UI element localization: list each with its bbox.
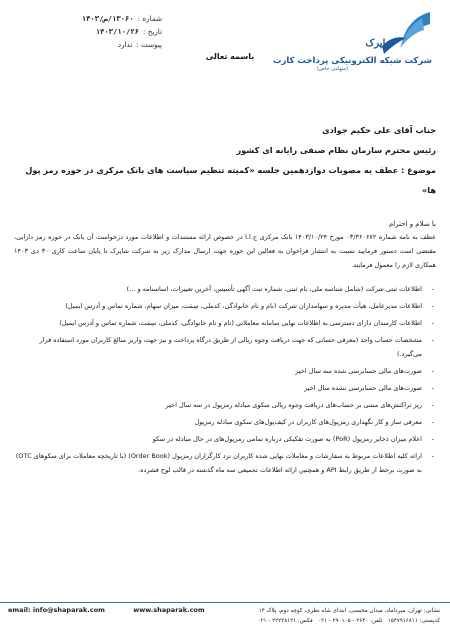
list-item: - مشخصات حساب واحد (معرفی حسابی که جهت دریافت وجوه ریالی از طریق درگاه پرداخت و نیز جهت واریز مبالغ کاربران مورد استفاده قرار می‌گیرد.): [14, 333, 436, 361]
footer-address: نشانی: تهران، میرداماد، میدان محسنی، ابتدای شاه نظری، کوچه دوم، پلاک ۱۴: [258, 608, 440, 614]
letter-attachment-value: ندارد: [117, 40, 133, 49]
footer-postal: کدپستی: ۱۵۴۷۹۱۶۸۱۱: [387, 618, 440, 624]
footer-fax: فکس: ۲۲۲۲۸۱۲۱ - ۰۲۱: [257, 618, 313, 624]
list-item: - ریز تراکنش‌های مبتنی بر حساب‌های دریافت وجوه ریالی سکوی مبادله رمزپول در سه سال اخیر: [14, 398, 436, 412]
list-item: - اطلاعات ثبتی شرکت (شامل شناسه ملی، نام ثبتی، شماره ثبت آگهی تأسیس، آخرین تغییرات، اساسنامه و ...): [14, 282, 436, 296]
list-item: - صورت‌های مالی حسابرسی شده سه سال اخیر: [14, 364, 436, 378]
list-item: - اعلام میزان ذخایر رمزپول (PoR) به صورت تفکیکی درباره تمامی رمزپول‌های در حال مبادله در سکو: [14, 432, 436, 446]
list-item: - ارائه کلیه اطلاعات مربوط به سفارشات و معاملات نهایی شده کاربران نزد کارگزاران رمزپول (Order Book) (با تاریخچه معاملات برای سکوهای OTC) به صورت برخط از طریق رابط API و همچنین ارائه اطلاعات تجمیعی سه ماه گذشته در قالب لوح فشرده.: [14, 449, 436, 477]
footer-website[interactable]: www.shaparak.com: [133, 606, 205, 614]
letter-attachment-label: پیوست :: [136, 40, 162, 49]
list-item: - صورت‌های مالی حسابرسی نشده سال اخیر: [14, 381, 436, 395]
list-item: - اطلاعات مدیرعامل، هیأت مدیره و سهامداران شرکت (نام و نام خانوادگی، کدملی، سِمَت، میزان سهام، شماره تماس و آدرس ایمیل): [14, 299, 436, 313]
addressee-name: جناب آقای علی حکیم جوادی: [322, 125, 436, 135]
letter-paragraph: عطف به نامه شماره ۰۳/۳۶۰۶۷۲ مورخ ۱۴۰۳/۱۰/۲۴ بانک مرکزی ج.ا.ا در خصوص ارائه مستندات و اطلاعات مورد درخواست آن بانک در حوزه رمز دارایی، مقتضی است دستور فرمایید نسبت به انتشار فراخوان به فعالین این حوزه جهت ارسال مدارک زیر به شرکت شاپرک تا پایان ساعت کاری ۳۰ دی ۱۴۰۳ همکاری لازم را معمول فرمایند.: [14, 233, 437, 269]
list-item: - معرفی ساز و کار نگهداری رمزپول‌های کاربران در کیف‌پول‌های سکوی مبادله رمزپول: [14, 415, 436, 429]
footer-email[interactable]: email: info@shaparak.com: [8, 606, 105, 614]
footer-address-block: [220, 606, 440, 626]
footer-contacts: [8, 606, 231, 614]
logo-full-name: شرکت شبکه الکترونیکی پرداخت کارت: [272, 56, 432, 66]
letter-number-row: [62, 12, 162, 25]
list-item: - اطلاعات کارمندان دارای دسترسی به اطلاعات نهایی سامانه معاملاتی (نام و نام خانوادگی، کدملی، سِمَت، شماره تماس و آدرس ایمیل): [14, 316, 436, 330]
bismillah-heading: باسمه تعالی: [205, 52, 255, 61]
requirements-list: [14, 282, 436, 477]
letter-number-label: شماره :: [137, 14, 162, 23]
letter-date-value: ۱۴۰۳/۱۰/۲۶: [95, 27, 139, 36]
logo-name: شاپرک: [365, 38, 394, 49]
letter-subject: موضوع : عطف به مصوبات دوازدهمین جلسه «کمیته تنظیم سیاست های بانک مرکزی در حوزه رمز پول ها»: [25, 165, 436, 195]
company-logo: [272, 8, 432, 78]
logo-subtitle: (سهامی خاص): [316, 66, 348, 72]
letter-number-value: ۱۳۰۶۰/ص/۱۴۰۳: [81, 14, 134, 23]
letter-meta: [62, 12, 162, 51]
footer-phone: تلفن: ۲۶۴۰ - ۲۹۰۱۰۵ - ۰۲۱: [318, 618, 383, 624]
addressee-title: رئیس محترم سازمان نظام صنفی رایانه ای کشور: [236, 145, 436, 155]
footer-phones: [220, 616, 440, 626]
letter-attachment-row: [62, 38, 162, 51]
letter-footer: [0, 596, 450, 636]
letter-date-label: تاریخ :: [142, 27, 162, 36]
letter-body: [14, 120, 436, 480]
footer-divider: [0, 602, 450, 603]
letter-greeting: با سلام و احترام: [388, 220, 436, 228]
letter-date-row: [62, 25, 162, 38]
